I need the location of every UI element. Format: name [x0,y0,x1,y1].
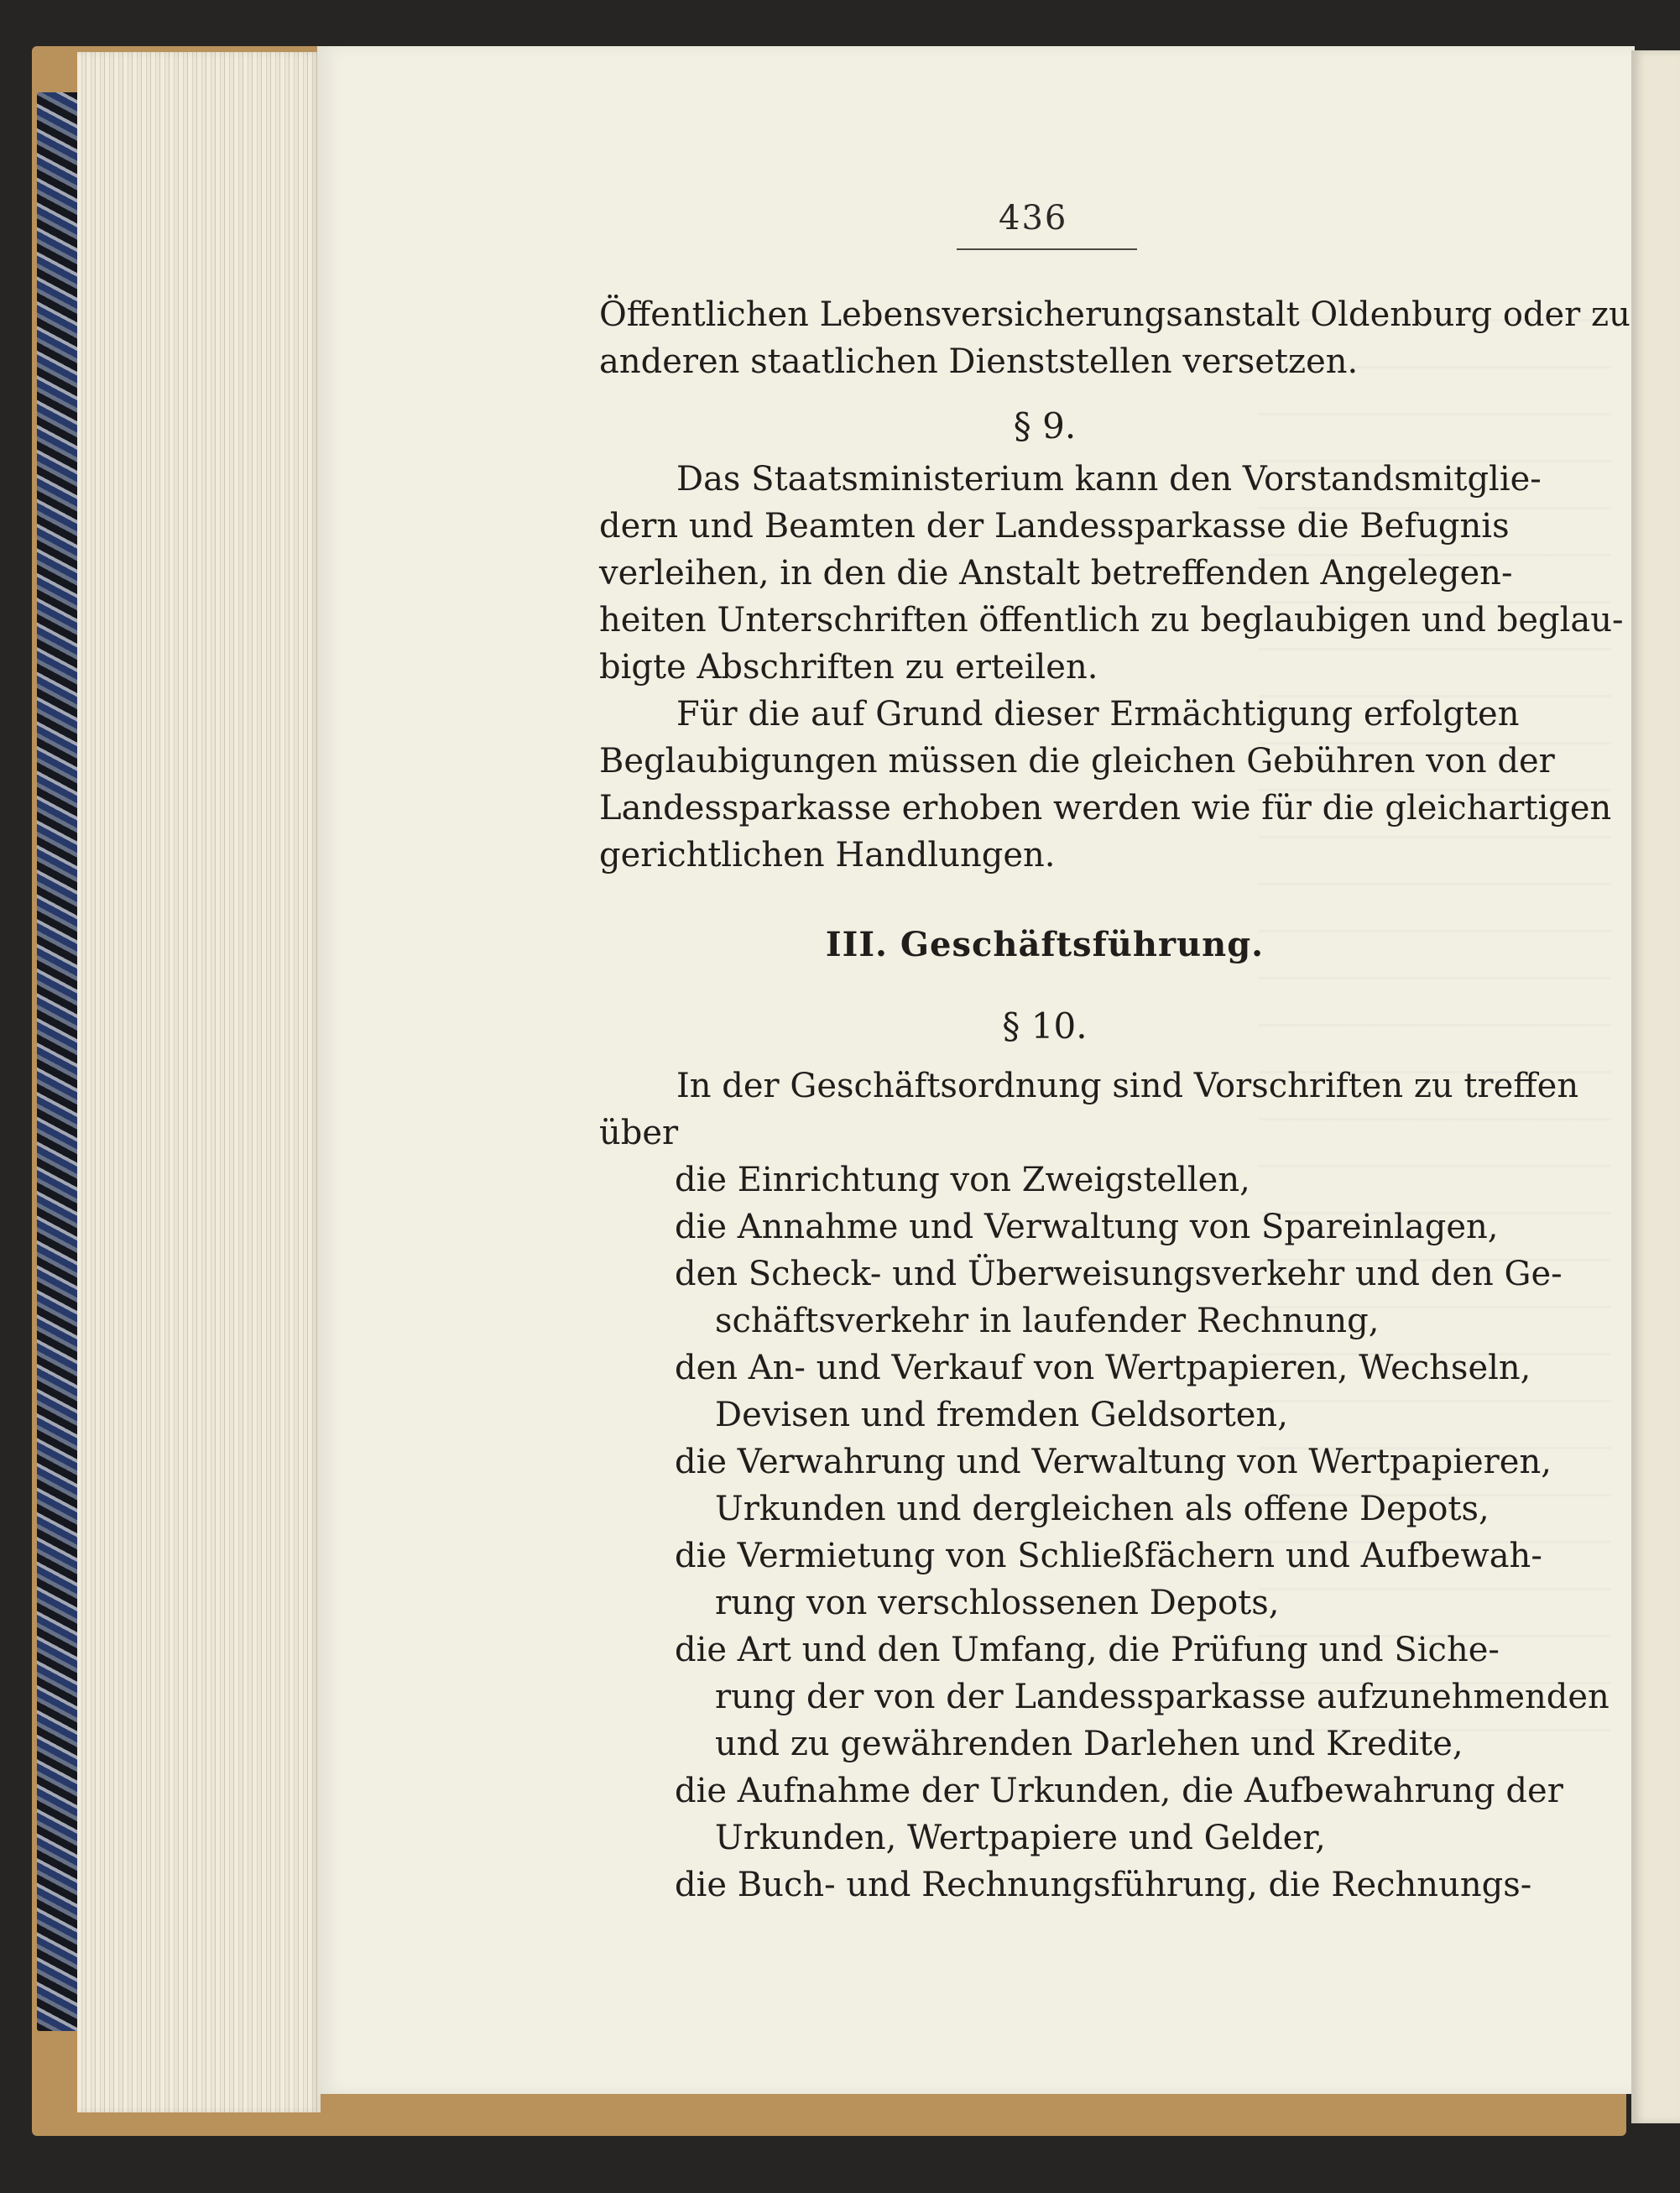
text-line: Landessparkasse erhoben werden wie für die gleichartigen [599,789,1612,828]
page-stack-edges [77,52,321,2112]
text-line: Das Staatsministerium kann den Vorstandsmitglie- [676,460,1542,499]
text-line: anderen staatlichen Dienststellen versetzen. [599,342,1359,381]
list-item: die Einrichtung von Zweigstellen, [675,1161,1250,1199]
page-number: 436 [999,199,1068,238]
text-line: Beglaubigungen müssen die gleichen Gebühren von der [599,742,1555,781]
list-item-continuation: Urkunden und dergleichen als offene Depots, [715,1490,1490,1528]
text-line: verleihen, in den die Anstalt betreffenden Angelegen- [599,554,1513,593]
section-number: § 9. [1013,405,1077,446]
list-item: die Vermietung von Schließfächern und Aufbewah- [675,1537,1542,1575]
facing-page-edge [1631,50,1680,2123]
list-item-continuation: schäftsverkehr in laufender Rechnung, [715,1302,1380,1340]
text-line: Für die auf Grund dieser Ermächtigung erfolgten [676,695,1520,734]
list-item: die Buch- und Rechnungsführung, die Rechnungs- [675,1866,1532,1904]
list-item: die Annahme und Verwaltung von Spareinlagen, [675,1208,1499,1246]
text-line: Öffentlichen Lebensversicherungsanstalt Oldenburg oder zu [599,295,1630,334]
list-item: die Art und den Umfang, die Prüfung und Siche- [675,1631,1500,1669]
list-item-continuation: Devisen und fremden Geldsorten, [715,1396,1288,1434]
text-line: über [599,1114,679,1152]
list-item: den An- und Verkauf von Wertpapieren, Wechseln, [675,1349,1531,1387]
list-item-continuation: und zu gewährenden Darlehen und Kredite, [715,1725,1463,1763]
text-line: In der Geschäftsordnung sind Vorschriften zu treffen [676,1067,1579,1105]
list-item-continuation: rung der von der Landessparkasse aufzunehmenden [715,1678,1610,1716]
text-line: dern und Beamten der Landessparkasse die Befugnis [599,507,1510,546]
text-line: heiten Unterschriften öffentlich zu beglaubigen und beglau- [599,601,1624,640]
list-item: die Verwahrung und Verwaltung von Wertpapieren, [675,1443,1552,1481]
text-line: bigte Abschriften zu erteilen. [599,648,1098,687]
list-item-continuation: rung von verschlossenen Depots, [715,1584,1280,1622]
list-item: den Scheck- und Überweisungsverkehr und den Ge- [675,1255,1563,1293]
list-item: die Aufnahme der Urkunden, die Aufbewahrung der [675,1772,1563,1810]
text-line: gerichtlichen Handlungen. [599,836,1056,875]
header-rule [957,248,1137,250]
marbled-edge [37,92,81,2031]
chapter-heading: III. Geschäftsführung. [825,925,1265,964]
section-number: § 10. [1002,1005,1088,1047]
list-item-continuation: Urkunden, Wertpapiere und Gelder, [715,1819,1326,1857]
